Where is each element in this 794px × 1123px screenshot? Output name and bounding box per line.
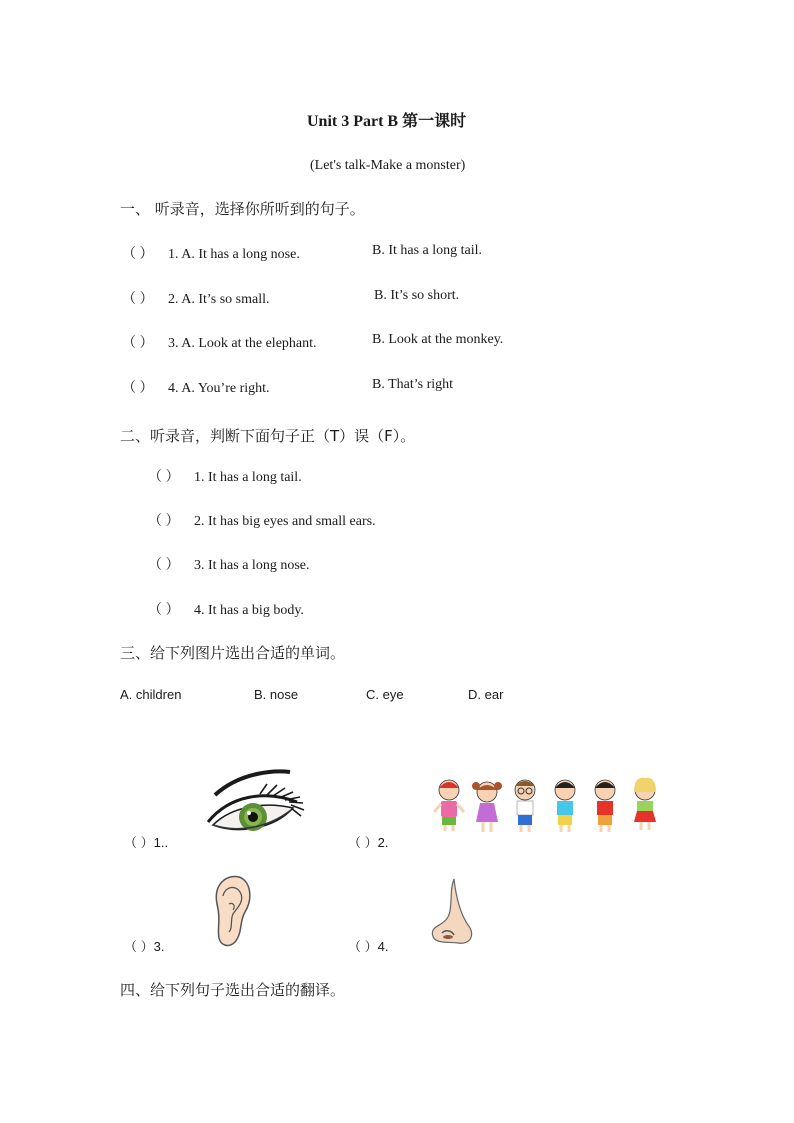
picture-number: 2. (377, 835, 389, 850)
answer-blank[interactable]: （ ） (122, 247, 154, 262)
answer-blank[interactable]: （ ） (122, 381, 154, 396)
picture-number: 3. (153, 939, 165, 954)
option-a: 1. A. It has a long nose. (168, 247, 300, 262)
answer-blank[interactable]: （ ） (148, 470, 180, 485)
picture-item (124, 832, 168, 851)
word-option-c: C. eye (366, 687, 404, 702)
word-option-a: A. children (120, 687, 182, 702)
answer-blank[interactable]: （ ） (148, 558, 180, 573)
section-1-heading: 一、 听录音，选择你所听到的句子。 (120, 200, 365, 218)
section-2-item (148, 466, 302, 486)
eye-icon (205, 770, 305, 840)
answer-blank[interactable]: （ ） (148, 603, 180, 618)
statement: 2. It has big eyes and small ears. (194, 514, 376, 529)
section-2-heading: 二、听录音，判断下面句子正（T）误（F）。 (120, 427, 416, 445)
section-1-item (122, 377, 270, 397)
nose-icon (430, 877, 476, 947)
word-option-b: B. nose (254, 687, 299, 702)
option-a: 4. A. You’re right. (168, 381, 270, 396)
word-option-d: D. ear (468, 687, 504, 702)
picture-item (348, 832, 388, 851)
answer-blank[interactable]: （ ） (122, 292, 154, 307)
option-a: 3. A. Look at the elephant. (168, 336, 317, 351)
statement: 4. It has a big body. (194, 603, 304, 618)
statement: 1. It has a long tail. (194, 470, 302, 485)
page-title: Unit 3 Part B 第一课时 (307, 113, 467, 130)
answer-blank[interactable]: （ ） (124, 835, 154, 850)
picture-item (348, 936, 388, 955)
answer-blank[interactable]: （ ） (148, 514, 180, 529)
ear-icon (209, 874, 253, 948)
picture-number: 1.. (153, 835, 169, 850)
statement: 3. It has a long nose. (194, 558, 310, 573)
option-a: 2. A. It’s so small. (168, 292, 270, 307)
section-1-item (122, 243, 300, 263)
answer-blank[interactable]: （ ） (122, 336, 154, 351)
picture-number: 4. (377, 939, 389, 954)
picture-item (124, 936, 164, 955)
section-2-item (148, 510, 376, 530)
answer-blank[interactable]: （ ） (348, 835, 378, 850)
option-b: B. It’s so short. (374, 288, 460, 303)
option-b: B. Look at the monkey. (372, 332, 504, 347)
section-2-item (148, 554, 309, 574)
option-b: B. That’s right (372, 377, 454, 392)
children-icon (432, 776, 668, 836)
section-1-item (122, 332, 317, 352)
section-3-heading: 三、给下列图片选出合适的单词。 (120, 644, 346, 662)
section-2-item (148, 599, 304, 619)
answer-blank[interactable]: （ ） (124, 939, 154, 954)
section-4-heading: 四、给下列句子选出合适的翻译。 (120, 981, 346, 999)
option-b: B. It has a long tail. (372, 243, 483, 258)
section-1-item (122, 288, 270, 308)
page-subtitle: (Let's talk-Make a monster) (310, 158, 466, 173)
answer-blank[interactable]: （ ） (348, 939, 378, 954)
